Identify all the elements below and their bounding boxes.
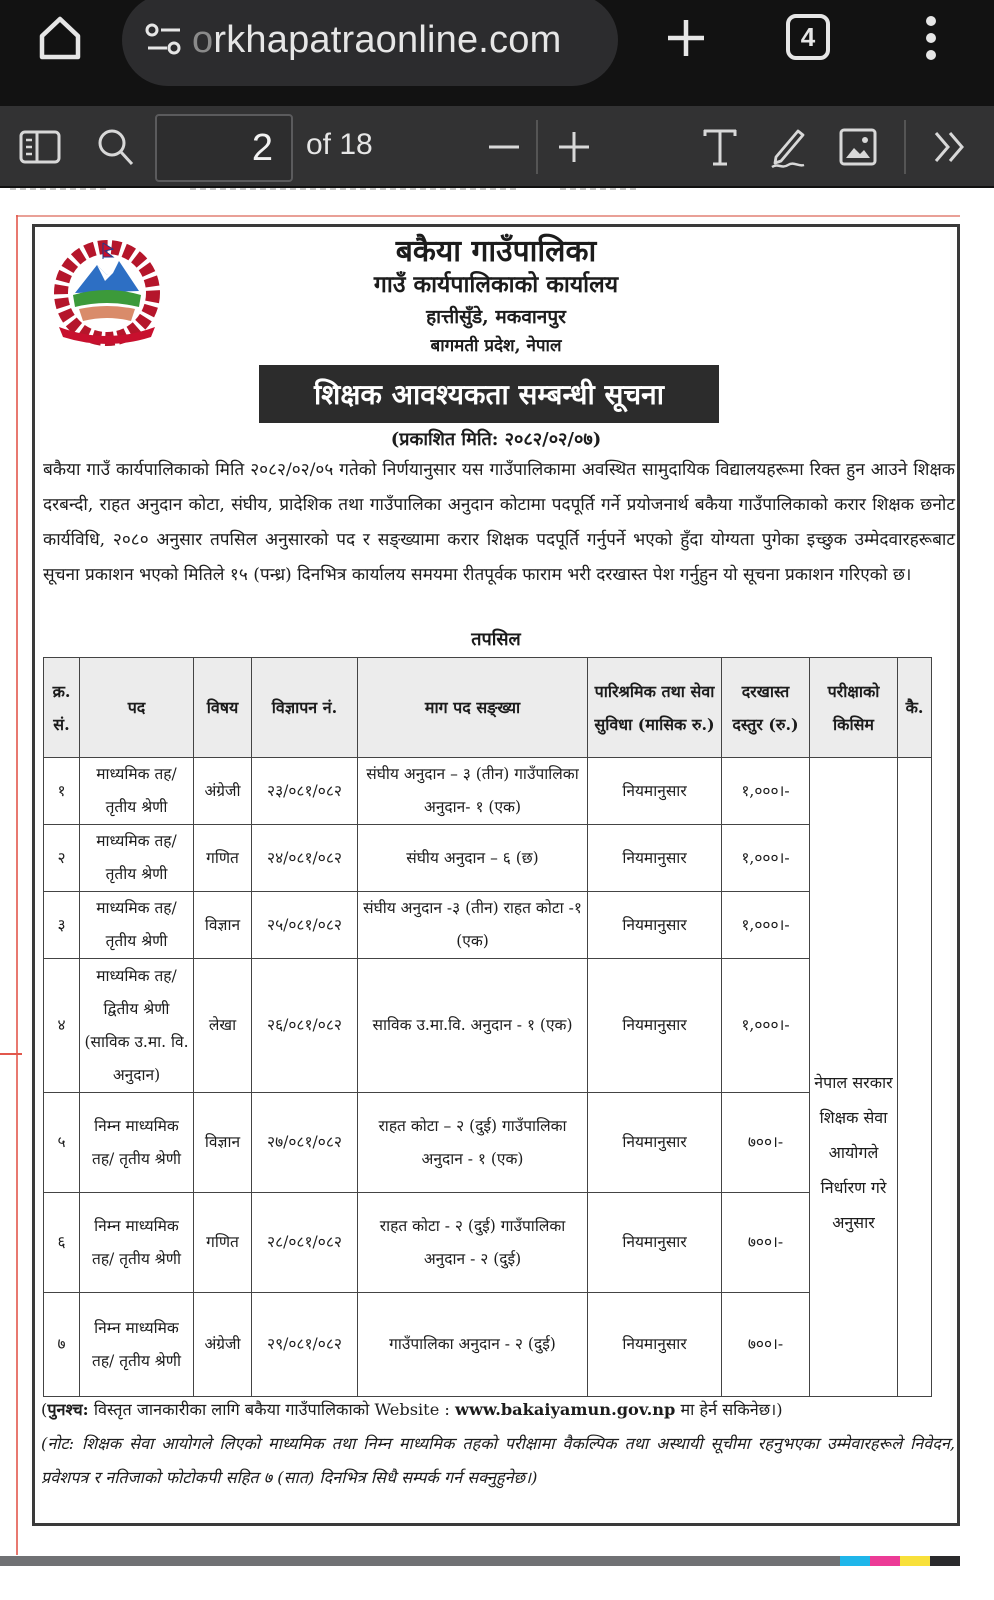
table-row xyxy=(44,1193,932,1293)
cell-remarks xyxy=(898,758,932,1397)
schedule-heading: तपसिल xyxy=(471,629,521,650)
cell-subject: गणित xyxy=(194,1193,252,1293)
zoom-out-button[interactable] xyxy=(484,124,524,170)
cell-salary: नियमानुसार xyxy=(588,892,722,959)
home-button[interactable] xyxy=(34,12,86,64)
pencil-icon xyxy=(768,125,808,169)
menu-dot-icon xyxy=(926,16,936,26)
cell-demand: संघीय अनुदान -३ (तीन) राहत कोटा -१ (एक) xyxy=(358,892,588,959)
text-tool-button[interactable] xyxy=(700,124,740,170)
table-row xyxy=(44,758,932,825)
home-icon xyxy=(37,15,83,61)
cell-serial: २ xyxy=(44,825,80,892)
cell-ad-number: २८/०८१/०८२ xyxy=(252,1193,358,1293)
print-color-bar xyxy=(0,1556,960,1566)
cell-serial: ३ xyxy=(44,892,80,959)
url-text[interactable]: orkhapatraonline.com xyxy=(192,18,562,61)
cell-fee: १,०००।- xyxy=(722,758,810,825)
page-crop-mark xyxy=(16,215,18,1555)
cell-serial: १ xyxy=(44,758,80,825)
search-button[interactable] xyxy=(94,124,138,170)
magenta-swatch xyxy=(870,1556,900,1566)
page-total-label: of 18 xyxy=(306,128,373,161)
table-row xyxy=(44,892,932,959)
cell-demand: राहत कोटा – २ (दुई) गाउँपालिका अनुदान - १ (एक) xyxy=(358,1093,588,1193)
cell-ad-number: २७/०८१/०८२ xyxy=(252,1093,358,1193)
cell-salary: नियमानुसार xyxy=(588,825,722,892)
cell-demand: संघीय अनुदान – ६ (छ) xyxy=(358,825,588,892)
address-bar[interactable] xyxy=(122,0,618,86)
plus-icon xyxy=(664,16,708,60)
cell-serial: ५ xyxy=(44,1093,80,1193)
toolbar-divider xyxy=(536,120,538,174)
minus-icon xyxy=(487,130,521,164)
col-remarks: कै. xyxy=(898,658,932,758)
cell-demand: साविक उ.मा.वि. अनुदान - १ (एक) xyxy=(358,959,588,1093)
cell-serial: ४ xyxy=(44,959,80,1093)
col-fee: दरखास्त दस्तुर (रु.) xyxy=(722,658,810,758)
black-swatch xyxy=(930,1556,960,1566)
notice-document xyxy=(32,224,960,1526)
cell-demand: गाउँपालिका अनुदान - २ (दुई) xyxy=(358,1293,588,1397)
search-icon xyxy=(96,127,136,167)
cell-fee: १,०००।- xyxy=(722,959,810,1093)
col-ad-number: विज्ञापन नं. xyxy=(252,658,358,758)
overflow-menu-button[interactable] xyxy=(916,12,946,64)
office-province: बागमती प्रदेश, नेपाल xyxy=(430,336,562,356)
cell-subject: गणित xyxy=(194,825,252,892)
image-tool-button[interactable] xyxy=(838,124,878,170)
col-serial: क्र. सं. xyxy=(44,658,80,758)
cell-ad-number: २९/०८१/०८२ xyxy=(252,1293,358,1397)
pdf-toolbar xyxy=(0,106,994,188)
footnote-ps: (पुनश्च: विस्तृत जानकारीका लागि बकैया गाउँपालिकाको Website : www.bakaiyamun.gov.np मा हेर्न सकिनेछ।) xyxy=(41,1400,783,1419)
yellow-swatch xyxy=(900,1556,930,1566)
table-row xyxy=(44,1293,932,1397)
menu-dot-icon xyxy=(926,33,936,43)
notice-title: शिक्षक आवश्यकता सम्बन्धी सूचना xyxy=(259,365,719,423)
cell-salary: नियमानुसार xyxy=(588,758,722,825)
col-subject: विषय xyxy=(194,658,252,758)
plus-icon xyxy=(557,130,591,164)
footnote-note: (नोट: शिक्षक सेवा आयोगले लिएको माध्यमिक तथा निम्न माध्यमिक तहको परीक्षामा वैकल्पिक तथा अस्थायी सूचीमा रहनुभएका उम्मेवारहरूले निवेदन, प्रवेशपत्र र नतिजाको फोटोकपी सहित ७ (सात) दिनभित्र सिधै सम्पर्क गर्न सक्नुहुनेछ।) xyxy=(41,1434,955,1487)
cell-subject: अंग्रेजी xyxy=(194,758,252,825)
cell-exam-type: नेपाल सरकार शिक्षक सेवा आयोगले निर्धारण गरे अनुसार xyxy=(810,758,898,1397)
col-exam-type: परीक्षाको किसिम xyxy=(810,658,898,758)
cell-subject: विज्ञान xyxy=(194,892,252,959)
site-settings-icon[interactable] xyxy=(142,18,186,62)
page-crop-mark xyxy=(16,215,960,217)
website-link[interactable]: www.bakaiyamun.gov.np xyxy=(455,1400,676,1419)
cell-post: निम्न माध्यमिक तह/ तृतीय श्रेणी xyxy=(80,1193,194,1293)
col-salary: पारिश्रमिक तथा सेवा सुविधा (मासिक रु.) xyxy=(588,658,722,758)
cell-subject: विज्ञान xyxy=(194,1093,252,1193)
cell-serial: ६ xyxy=(44,1193,80,1293)
image-icon xyxy=(839,128,877,166)
cell-salary: नियमानुसार xyxy=(588,1193,722,1293)
cell-fee: १,०००।- xyxy=(722,892,810,959)
cell-post: निम्न माध्यमिक तह/ तृतीय श्रेणी xyxy=(80,1293,194,1397)
cell-post: माध्यमिक तह/ तृतीय श्रेणी xyxy=(80,892,194,959)
menu-dot-icon xyxy=(926,50,936,60)
cell-salary: नियमानुसार xyxy=(588,959,722,1093)
cell-fee: ७००।- xyxy=(722,1293,810,1397)
cell-subject: लेखा xyxy=(194,959,252,1093)
toolbar-divider xyxy=(904,120,906,174)
published-date: (प्रकाशित मिति: २०८२/०२/०७) xyxy=(390,429,602,450)
sidebar-icon xyxy=(19,130,61,164)
org-name: बकैया गाउँपालिका xyxy=(395,234,597,269)
table-header-row xyxy=(44,658,932,758)
cell-ad-number: २६/०८१/०८२ xyxy=(252,959,358,1093)
previous-page-edge xyxy=(0,188,994,200)
draw-tool-button[interactable] xyxy=(768,124,808,170)
vacancy-table xyxy=(43,657,932,1397)
cell-subject: अंग्रेजी xyxy=(194,1293,252,1397)
cell-fee: १,०००।- xyxy=(722,825,810,892)
browser-top-bar xyxy=(0,0,994,106)
tab-switcher-button[interactable]: 4 xyxy=(786,14,830,60)
office-address: हात्तीसुँडे, मकवानपुर xyxy=(426,306,566,328)
cell-ad-number: २३/०८१/०८२ xyxy=(252,758,358,825)
text-icon xyxy=(701,127,739,167)
table-row xyxy=(44,825,932,892)
double-chevron-right-icon xyxy=(932,129,968,165)
cell-post: माध्यमिक तह/ द्वितीय श्रेणी (साविक उ.मा. वि. अनुदान) xyxy=(80,959,194,1093)
cell-post: निम्न माध्यमिक तह/ तृतीय श्रेणी xyxy=(80,1093,194,1193)
col-demand: माग पद सङ्ख्या xyxy=(358,658,588,758)
cell-post: माध्यमिक तह/ तृतीय श्रेणी xyxy=(80,825,194,892)
cell-serial: ७ xyxy=(44,1293,80,1397)
cell-ad-number: २५/०८१/०८२ xyxy=(252,892,358,959)
cell-salary: नियमानुसार xyxy=(588,1293,722,1397)
table-row xyxy=(44,1093,932,1193)
cell-demand: संघीय अनुदान – ३ (तीन) गाउँपालिका अनुदान- १ (एक) xyxy=(358,758,588,825)
cyan-swatch xyxy=(840,1556,870,1566)
sidebar-toggle-button[interactable] xyxy=(18,124,62,170)
page-number-input[interactable]: 2 xyxy=(155,114,293,182)
cell-fee: ७००।- xyxy=(722,1093,810,1193)
more-tools-button[interactable] xyxy=(930,124,970,170)
notice-body: बकैया गाउँ कार्यपालिकाको मिति २०८२/०२/०५ गतेको निर्णयानुसार यस गाउँपालिकामा अवस्थित सामुदायिक विद्यालयहरूमा रिक्त हुन आउने शिक्षक दरबन्दी, राहत अनुदान कोटा, संघीय, प्रादेशिक तथा गाउँपालिका अनुदान कोटामा पदपूर्ति गर्ने प्रयोजनार्थ बकैया गाउँपालिकाको करार शिक्षक छनोट कार्यविधि, २०८० अनुसार तपसिल अनुसारको पद र सङ्ख्यामा करार शिक्षक पदपूर्ति गर्नुपर्ने भएको हुँदा योग्यता पुगेका इच्छुक उम्मेदवारहरूबाट सूचना प्रकाशन भएको मितिले १५ (पन्ध्र) दिनभित्र कार्यालय समयमा रीतपूर्वक फाराम भरी दरखास्त पेश गर्नुहुन यो सूचना प्रकाशन गरिएको छ। xyxy=(43,460,956,585)
zoom-in-button[interactable] xyxy=(554,124,594,170)
col-post: पद xyxy=(80,658,194,758)
page-crop-mark xyxy=(0,1053,22,1055)
cell-post: माध्यमिक तह/ तृतीय श्रेणी xyxy=(80,758,194,825)
cell-salary: नियमानुसार xyxy=(588,1093,722,1193)
cell-ad-number: २४/०८१/०८२ xyxy=(252,825,358,892)
new-tab-button[interactable] xyxy=(660,12,712,64)
table-row xyxy=(44,959,932,1093)
office-name: गाउँ कार्यपालिकाको कार्यालय xyxy=(373,271,619,298)
cell-fee: ७००।- xyxy=(722,1193,810,1293)
cell-demand: राहत कोटा - २ (दुई) गाउँपालिका अनुदान - २ (दुई) xyxy=(358,1193,588,1293)
